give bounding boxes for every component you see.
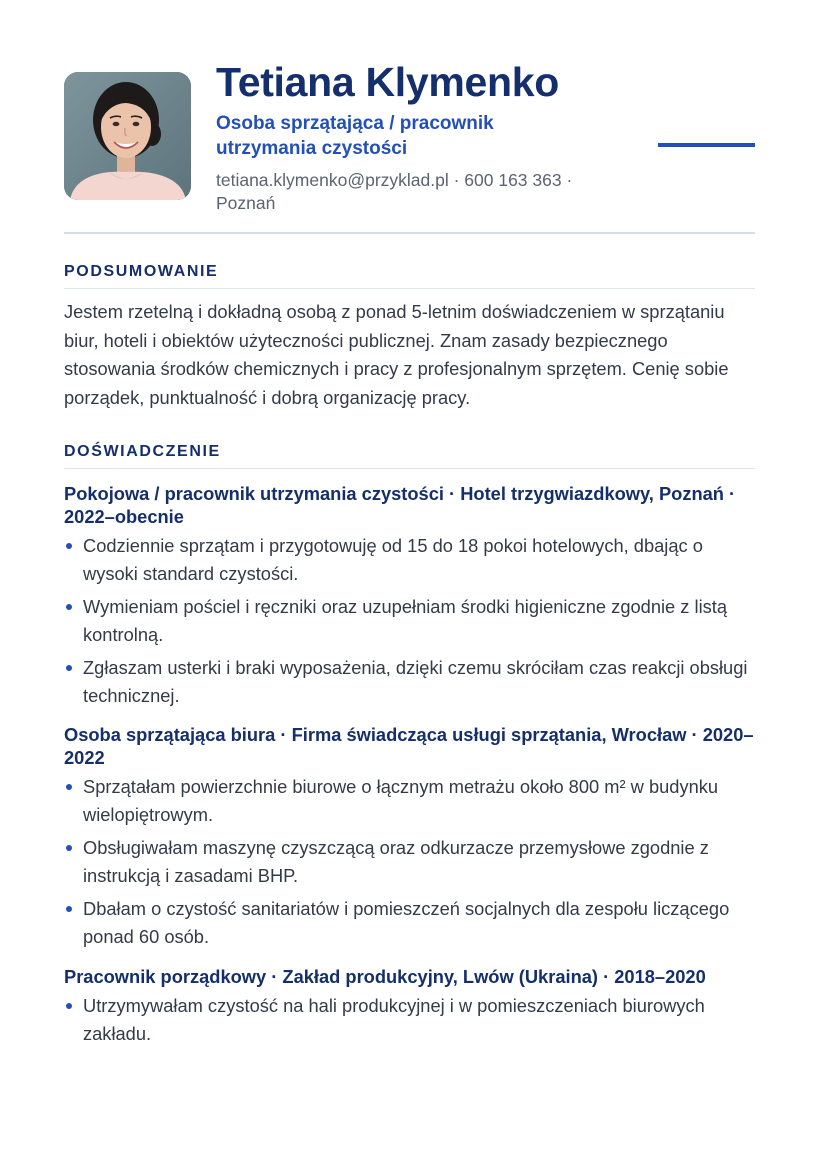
job-bullet-text: Codziennie sprzątam i przygotowuję od 15 do 18 pokoi hotelowych, dbając o wysoki standard czystości. (83, 535, 703, 584)
profile-photo (64, 72, 191, 200)
bullet-icon (66, 543, 72, 549)
bullet-icon (66, 1003, 72, 1009)
job-bullet-text: Dbałam o czystość sanitariatów i pomieszczeń socjalnych dla zespołu liczącego ponad 60 osób. (83, 898, 730, 947)
header-divider (64, 232, 755, 234)
summary-section-divider (64, 288, 755, 289)
experience-section-title: DOŚWIADCZENIE (64, 443, 221, 460)
portrait-photo-icon (64, 72, 191, 200)
job-bullet-list (64, 773, 755, 950)
contact-info: tetiana.klymenko@przyklad.pl · 600 163 363 · Poznań (216, 170, 573, 213)
job-entry (64, 482, 755, 715)
job-bullet (64, 532, 755, 587)
bullet-icon (66, 665, 72, 671)
job-bullet-text: Utrzymywałam czystość na hali produkcyjnej i w pomieszczeniach biurowych zakładu. (83, 995, 705, 1044)
job-title: Pracownik porządkowy · Zakład produkcyjny, Lwów (Ukraina) · 2018–2020 (64, 966, 706, 987)
bullet-icon (66, 604, 72, 610)
job-bullet (64, 992, 755, 1047)
candidate-name: Tetiana Klymenko (216, 59, 560, 105)
accent-divider (658, 143, 755, 147)
job-bullet (64, 773, 755, 828)
job-role: Osoba sprzątająca / pracownik utrzymania czystości (216, 113, 494, 159)
summary-text: Jestem rzetelną i dokładną osobą z ponad 5-letnim doświadczeniem w sprzątaniu biur, hoteli i obiektów użyteczności publicznej. Znam zasady bezpiecznego stosowania środków chemicznych i pracy z profesjonalnym sprzętem. Cenię sobie porządek, punktualność i dobrą organizację pracy. (64, 301, 729, 408)
job-bullet (64, 654, 755, 709)
bullet-icon (66, 784, 72, 790)
summary-section-title: PODSUMOWANIE (64, 263, 219, 280)
bullet-icon (66, 906, 72, 912)
job-bullet-list (64, 992, 755, 1047)
job-bullet-text: Zgłaszam usterki i braki wyposażenia, dzięki czemu skróciłam czas reakcji obsługi technicznej. (83, 657, 748, 706)
experience-section-divider (64, 468, 755, 469)
job-title: Pokojowa / pracownik utrzymania czystości · Hotel trzygwiazdkowy, Poznań · 2022–obecnie (64, 483, 736, 527)
job-bullet (64, 895, 755, 950)
bullet-icon (66, 845, 72, 851)
job-bullet-text: Obsługiwałam maszynę czyszczącą oraz odkurzacze przemysłowe zgodnie z instrukcją i zasadami BHP. (83, 837, 709, 886)
job-bullet-text: Wymieniam pościel i ręczniki oraz uzupełniam środki higieniczne zgodnie z listą kontrolną. (83, 596, 728, 645)
job-title: Osoba sprzątająca biura · Firma świadcząca usługi sprzątania, Wrocław · 2020–2022 (64, 724, 754, 768)
job-bullet (64, 834, 755, 889)
job-bullet (64, 593, 755, 648)
job-entry (64, 723, 755, 956)
job-bullet-list (64, 532, 755, 709)
job-bullet-text: Sprzątałam powierzchnie biurowe o łącznym metrażu około 800 m² w budynku wielopiętrowym. (83, 776, 719, 825)
job-entry (64, 965, 755, 1053)
